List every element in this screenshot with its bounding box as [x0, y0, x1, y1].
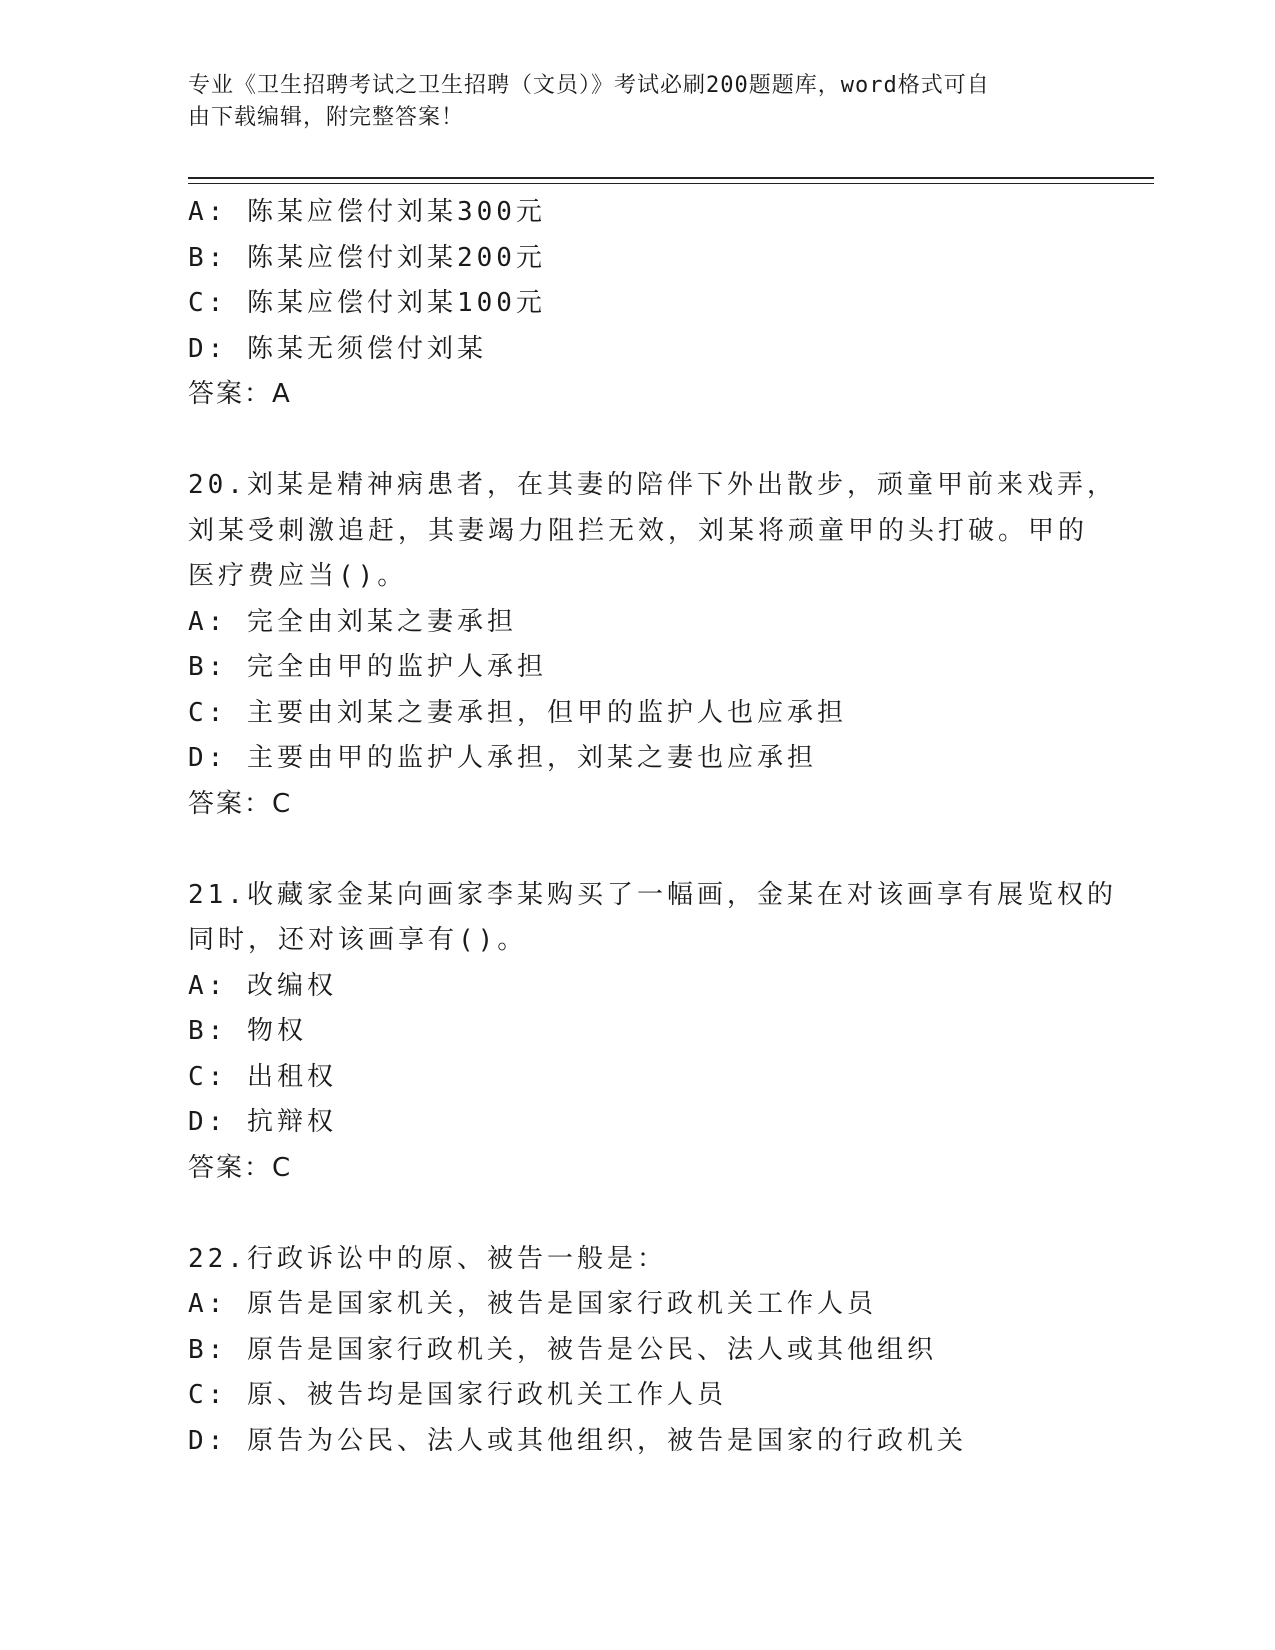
answer-line: 答案：C: [188, 788, 293, 819]
answer-line: 答案：C: [188, 1152, 293, 1183]
header-line-1: 专业《卫生招聘考试之卫生招聘（文员）》考试必刷200题题库，word格式可自: [188, 73, 990, 98]
header-rule-thick: [188, 177, 1154, 179]
option-a: A: 原告是国家机关，被告是国家行政机关工作人员: [188, 1289, 877, 1319]
question-text-line: 22.行政诉讼中的原、被告一般是：: [188, 1243, 667, 1274]
option-b: B: 物权: [188, 1016, 307, 1046]
question-text-line: 刘某受刺激追赶，其妻竭力阻拦无效，刘某将顽童甲的头打破。甲的: [188, 515, 1089, 546]
option-a: A: 完全由刘某之妻承担: [188, 606, 517, 637]
question-list: [188, 190, 1117, 1464]
question-21: [188, 873, 1117, 1192]
header-line-2: 由下载编辑，附完整答案！: [188, 105, 465, 130]
option-a: A: 改编权: [188, 970, 337, 1001]
question-text-line: 医疗费应当()。: [188, 561, 408, 591]
header-rule-thin: [188, 183, 1154, 184]
question-20: [188, 463, 1117, 827]
option-d: D: 主要由甲的监护人承担，刘某之妻也应承担: [188, 743, 817, 773]
option-c: C: 主要由刘某之妻承担，但甲的监护人也应承担: [188, 697, 847, 728]
question-text-line: 21.收藏家金某向画家李某购买了一幅画，金某在对该画享有展览权的: [188, 879, 1117, 910]
option-b: B: 完全由甲的监护人承担: [188, 652, 547, 682]
option-a: A: 陈某应偿付刘某300元: [188, 197, 546, 227]
option-c: C: 出租权: [188, 1061, 337, 1092]
option-d: D: 陈某无须偿付刘某: [188, 333, 487, 364]
question-22: [188, 1237, 1088, 1465]
answer-line: 答案：A: [188, 379, 292, 409]
option-c: C: 陈某应偿付刘某100元: [188, 288, 546, 318]
option-d: D: 抗辩权: [188, 1107, 337, 1137]
option-b: B: 原告是国家行政机关，被告是公民、法人或其他组织: [188, 1334, 937, 1365]
question-text-line: 20.刘某是精神病患者，在其妻的陪伴下外出散步，顽童甲前来戏弄，: [188, 470, 1117, 500]
option-d: D: 原告为公民、法人或其他组织，被告是国家的行政机关: [188, 1425, 967, 1456]
question-text-line: 同时，还对该画享有()。: [188, 925, 528, 955]
option-c: C: 原、被告均是国家行政机关工作人员: [188, 1380, 727, 1410]
option-b: B: 陈某应偿付刘某200元: [188, 242, 546, 273]
document-header: [188, 70, 1068, 134]
partial-question: [188, 190, 1088, 418]
